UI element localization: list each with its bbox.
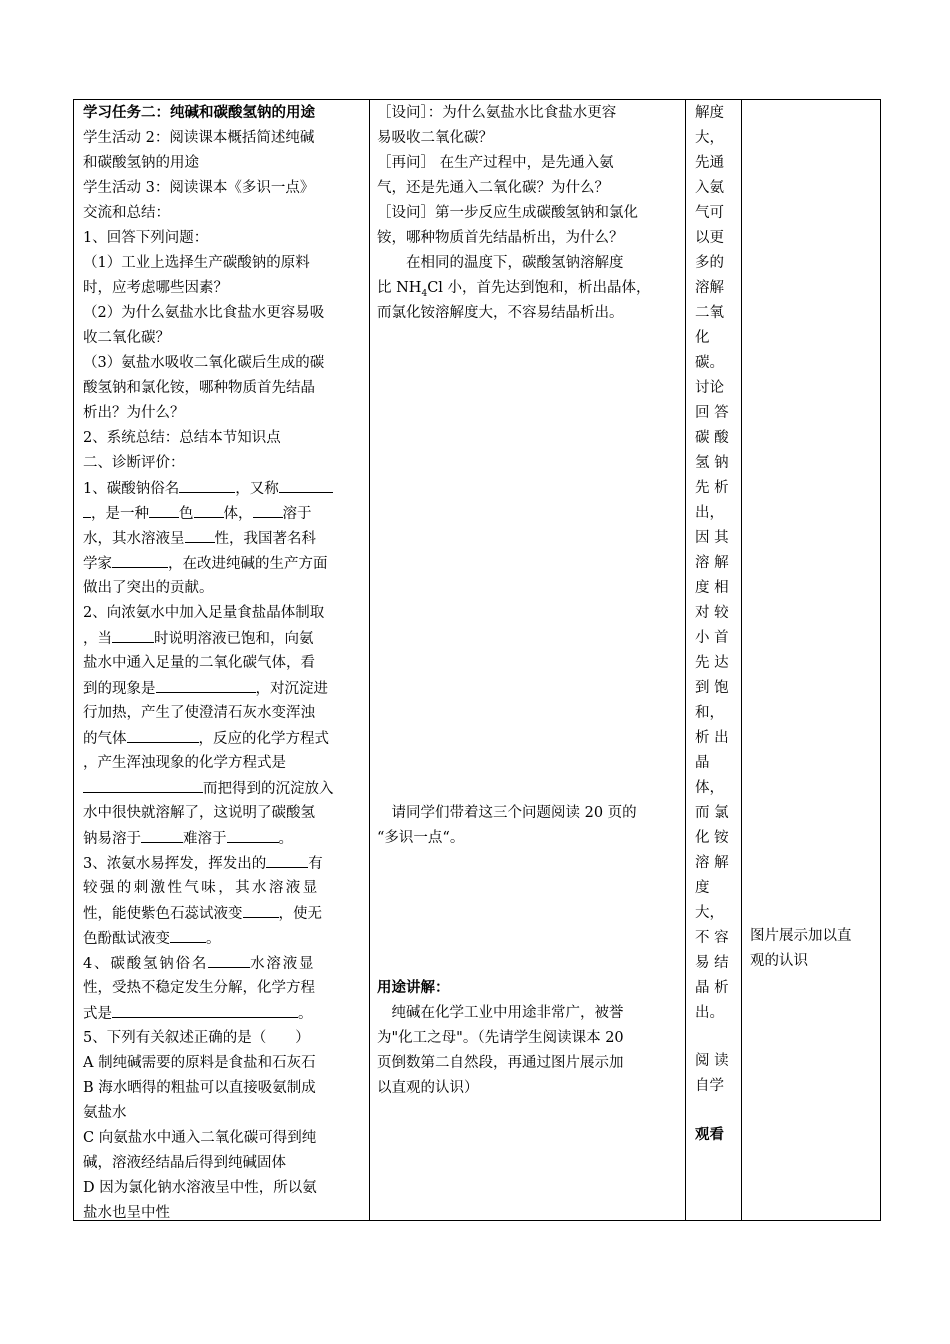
question-2-line: ，产生浑浊现象的化学方程式是 bbox=[83, 755, 286, 771]
text-line: 碳。 bbox=[695, 355, 724, 371]
blank bbox=[170, 928, 206, 943]
blank bbox=[127, 728, 199, 743]
text-line: 析出？为什么？ bbox=[83, 405, 185, 421]
text-line: 碳 酸 bbox=[695, 430, 729, 446]
text-line: 酸氢钠和氯化铵，哪种物质首先结晶 bbox=[83, 380, 315, 396]
text-line: 以直观的认识） bbox=[377, 1080, 479, 1096]
question-4-line: 式是 。 bbox=[83, 1003, 313, 1024]
blank bbox=[156, 678, 256, 693]
text-line: 做出了突出的贡献。 bbox=[83, 580, 214, 596]
text-line: 2、系统总结：总结本节知识点 bbox=[83, 430, 281, 446]
column-student-notes bbox=[686, 100, 742, 1220]
text-line: 气，还是先通入二氧化碳？为什么？ bbox=[377, 180, 609, 196]
text-line: 先通 bbox=[695, 155, 724, 171]
blank bbox=[208, 953, 250, 968]
option-c: 碱，溶液经结晶后得到纯碱固体 bbox=[83, 1155, 286, 1171]
text-line: 入氨 bbox=[695, 180, 724, 196]
text-line: 析 出 bbox=[695, 730, 729, 746]
column-teacher-activities bbox=[370, 100, 686, 1220]
text-line: 以更 bbox=[695, 230, 724, 246]
text-line: 小 首 bbox=[695, 630, 729, 646]
text-line: 氢 钠 bbox=[695, 455, 729, 471]
text-line: 因 其 bbox=[695, 530, 729, 546]
text-line: 收二氧化碳？ bbox=[83, 330, 170, 346]
text-line: 二、诊断评价： bbox=[83, 455, 185, 471]
blank bbox=[243, 903, 279, 918]
text-line: 请同学们带着这三个问题阅读 20 页的 bbox=[377, 805, 637, 821]
text-line: 阅 读 bbox=[695, 1053, 729, 1069]
text-line: 图片展示加以直 bbox=[750, 928, 852, 944]
blank bbox=[112, 628, 154, 643]
text-line: 二氧 bbox=[695, 305, 724, 321]
task-heading: 学习任务二：纯碱和碳酸氢钠的用途 bbox=[83, 104, 315, 121]
text-line: 不 容 bbox=[695, 930, 729, 946]
question-1-line: 1、碳酸钠俗名 ，又称 bbox=[83, 478, 333, 499]
text-line: 回 答 bbox=[695, 405, 729, 421]
text-line: 观看 bbox=[695, 1126, 724, 1143]
text-line: 铵，哪种物质首先结晶析出，为什么？ bbox=[377, 230, 624, 246]
text-line: ［设问］：为什么氨盐水比食盐水更容 bbox=[377, 105, 617, 121]
text-line: 纯碱在化学工业中用途非常广，被誉 bbox=[377, 1005, 624, 1021]
text-line: 大， bbox=[695, 130, 724, 146]
blank bbox=[227, 828, 279, 843]
text-line: 度 相 bbox=[695, 580, 729, 596]
question-2-line: 而把得到的沉淀放入 bbox=[83, 778, 334, 799]
question-2-line: 的气体 ，反应的化学方程式 bbox=[83, 728, 329, 749]
blank bbox=[253, 503, 283, 518]
text-line: 交流和总结： bbox=[83, 205, 170, 221]
question-3-line: 3、浓氨水易挥发，挥发出的 有 bbox=[83, 853, 323, 874]
blank bbox=[179, 478, 235, 493]
text-line: 溶解 bbox=[695, 280, 724, 296]
text-line: 学生活动 2：阅读课本概括简述纯碱 bbox=[83, 130, 315, 146]
blank bbox=[185, 528, 215, 543]
text-line: （3）氨盐水吸收二氧化碳后生成的碳 bbox=[83, 355, 325, 371]
text-line: 多的 bbox=[695, 255, 724, 271]
blank bbox=[112, 1003, 298, 1018]
text-line: 溶 解 bbox=[695, 555, 729, 571]
blank bbox=[112, 553, 168, 568]
question-4-line: 性，受热不稳定发生分解，化学方程 bbox=[83, 980, 315, 996]
option-b: B 海水晒得的粗盐可以直接吸氨制成 bbox=[83, 1080, 316, 1096]
text-line: 度 bbox=[695, 880, 710, 896]
text-line: 溶 解 bbox=[695, 855, 729, 871]
blank bbox=[194, 503, 224, 518]
text-line: 而氯化铵溶解度大，不容易结晶析出。 bbox=[377, 305, 624, 321]
text-line: 体， bbox=[695, 780, 724, 796]
option-d: 盐水也呈中性 bbox=[83, 1205, 170, 1221]
text-line: 为"化工之母"。（先请学生阅读课本 20 bbox=[377, 1030, 624, 1046]
blank bbox=[149, 503, 179, 518]
blank bbox=[141, 828, 183, 843]
text-line: 在相同的温度下，碳酸氢钠溶解度 bbox=[377, 255, 624, 271]
blank bbox=[83, 503, 91, 518]
question-3-line: 较强的刺激性气味，其水溶液显 bbox=[83, 880, 320, 896]
text-line: 和， bbox=[695, 705, 724, 721]
option-a: A 制纯碱需要的原料是食盐和石灰石 bbox=[83, 1055, 316, 1071]
column-design-intent bbox=[742, 100, 882, 1220]
text-line: 自学 bbox=[695, 1078, 724, 1094]
text-line: 解度 bbox=[695, 105, 724, 121]
question-2-line: 行加热，产生了使澄清石灰水变浑浊 bbox=[83, 705, 315, 721]
text-line: 到 饱 bbox=[695, 680, 729, 696]
question-3-line: 性，能使紫色石蕊试液变 ，使无 bbox=[83, 903, 322, 924]
question-4-line: 4、碳酸氢钠俗名 水溶液显 bbox=[83, 953, 315, 974]
option-c: C 向氨盐水中通入二氧化碳可得到纯 bbox=[83, 1130, 317, 1146]
text-line: （2）为什么氨盐水比食盐水更容易吸 bbox=[83, 305, 325, 321]
text-line: 观的认识 bbox=[750, 953, 808, 969]
question-2-line: 水中很快就溶解了，这说明了碳酸氢 bbox=[83, 805, 315, 821]
question-2-line: 2、向浓氨水中加入足量食盐晶体制取 bbox=[83, 605, 325, 621]
text-line: 出， bbox=[695, 505, 724, 521]
question-2-line: 盐水中通入足量的二氧化碳气体，看 bbox=[83, 655, 315, 671]
text-line: （1）工业上选择生产碳酸钠的原料 bbox=[83, 255, 310, 271]
text-line: 页倒数第二自然段，再通过图片展示加 bbox=[377, 1055, 624, 1071]
text-line: 先 析 bbox=[695, 480, 729, 496]
text-line: 学生活动 3：阅读课本《多识一点》 bbox=[83, 180, 315, 196]
text-line: 而 氯 bbox=[695, 805, 729, 821]
text-line: 先 达 bbox=[695, 655, 729, 671]
lesson-table bbox=[73, 99, 881, 1221]
text-line: 易吸收二氧化碳？ bbox=[377, 130, 493, 146]
question-1-line: 学家 ，在改进纯碱的生产方面 bbox=[83, 553, 328, 574]
text-line: 气可 bbox=[695, 205, 724, 221]
text-line: 晶 bbox=[695, 755, 710, 771]
text-line: 和碳酸氢钠的用途 bbox=[83, 155, 199, 171]
text-line: 化 bbox=[695, 330, 710, 346]
blank bbox=[83, 778, 203, 793]
question-1-line: 水，其水溶液呈 性，我国著名科 bbox=[83, 528, 316, 549]
text-line: 化 铵 bbox=[695, 830, 729, 846]
text-line: 出。 bbox=[695, 1005, 724, 1021]
text-line: 时，应考虑哪些因素？ bbox=[83, 280, 228, 296]
usage-heading: 用途讲解： bbox=[377, 979, 450, 996]
column-student-activities bbox=[74, 100, 370, 1220]
question-2-line: 到的现象是 ，对沉淀进 bbox=[83, 678, 328, 699]
option-b: 氨盐水 bbox=[83, 1105, 127, 1121]
question-2-line: 钠易溶于 难溶于 。 bbox=[83, 828, 293, 849]
text-line: 大， bbox=[695, 905, 724, 921]
blank bbox=[266, 853, 308, 868]
option-d: D 因为氯化钠水溶液呈中性，所以氨 bbox=[83, 1180, 317, 1196]
text-line: 易 结 bbox=[695, 955, 729, 971]
text-line: 比 $NH_4Cl$ 小，首先达到饱和，析出晶体， bbox=[377, 280, 651, 299]
text-line: 1、回答下列问题： bbox=[83, 230, 209, 246]
text-line: 晶 析 bbox=[695, 980, 729, 996]
text-line: ［再问］ 在生产过程中，是先通入氨 bbox=[377, 155, 614, 171]
text-line: “多识一点“。 bbox=[377, 830, 465, 846]
question-1-line: ，是一种 色 体， 溶于 bbox=[83, 503, 312, 524]
question-5-line: 5、下列有关叙述正确的是（ ） bbox=[83, 1030, 310, 1046]
question-3-line: 色酚酞试液变 。 bbox=[83, 928, 221, 949]
text-line: ［设问］第一步反应生成碳酸氢钠和氯化 bbox=[377, 205, 638, 221]
text-line: 讨论 bbox=[695, 380, 724, 396]
blank bbox=[279, 478, 333, 493]
text-line: 对 较 bbox=[695, 605, 729, 621]
question-2-line: ，当 时说明溶液已饱和，向氨 bbox=[83, 628, 314, 649]
